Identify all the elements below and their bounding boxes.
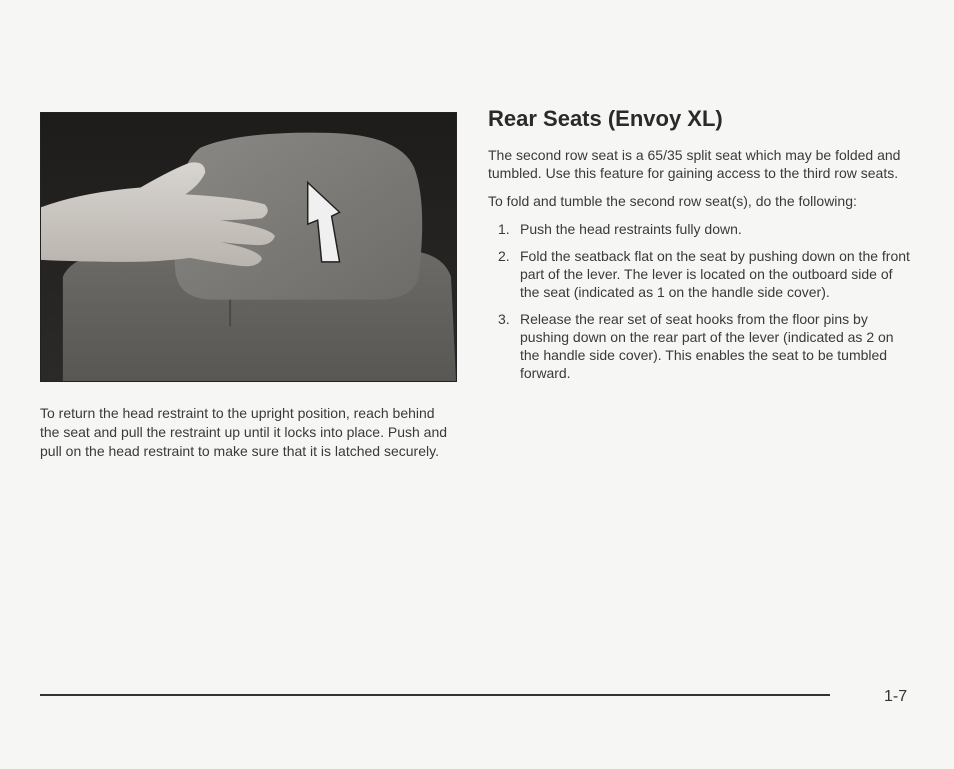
head-restraint-photo (40, 112, 457, 382)
photo-caption: To return the head restraint to the upright position, reach behind the seat and pull the restraint up until it locks into place. Push and pull on the head restraint to make sure that it is latched securely. (40, 405, 448, 459)
step-text: Push the head restraints fully down. (520, 221, 742, 237)
head-restraint-illustration (41, 113, 456, 381)
list-item (488, 310, 910, 382)
instruction-lead: To fold and tumble the second row seat(s), do the following: (488, 193, 857, 209)
intro-paragraph: The second row seat is a 65/35 split seat which may be folded and tumbled. Use this feature for gaining access to the third row seats. (488, 147, 901, 181)
steps-list (488, 220, 910, 382)
section-title: Rear Seats (Envoy XL) (488, 106, 723, 131)
step-text: Release the rear set of seat hooks from the floor pins by pushing down on the rear part of the lever (indicated as 2 on the handle side cover). This enables the seat to be tumbled forward. (520, 311, 894, 381)
rear-seats-section (488, 104, 910, 391)
step-number: 3. (498, 311, 510, 327)
step-number: 1. (498, 221, 510, 237)
list-item (488, 220, 910, 238)
footer-rule (40, 694, 830, 696)
list-item (488, 247, 910, 301)
page-number: 1-7 (884, 688, 908, 705)
step-text: Fold the seatback flat on the seat by pushing down on the front part of the lever. The lever is located on the outboard side of the seat (indicated as 1 on the handle side cover). (520, 248, 910, 300)
step-number: 2. (498, 248, 510, 264)
